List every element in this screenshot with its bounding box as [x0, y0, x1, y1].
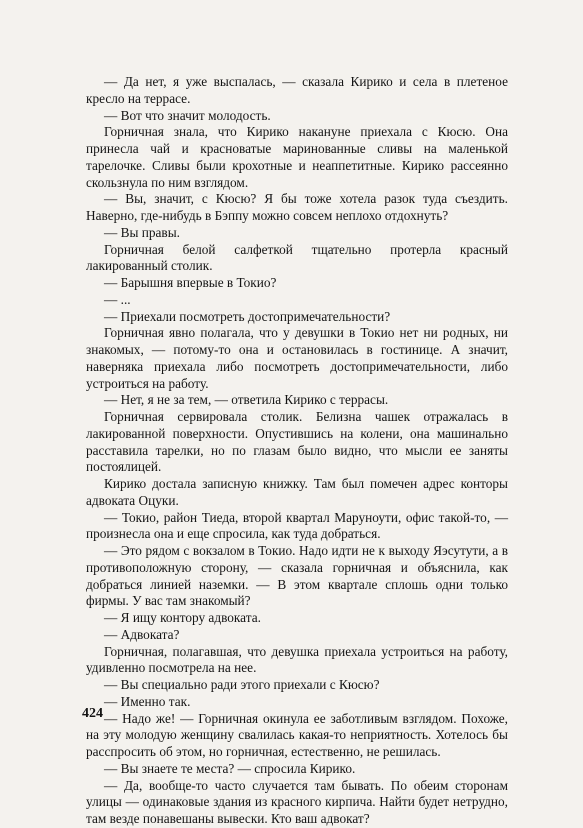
paragraph: — Вы специально ради этого приехали с Кюсю? [104, 677, 380, 692]
paragraph: — Нет, я не за тем, — ответила Кирико с террасы. [104, 392, 389, 408]
paragraph: — Да нет, я уже выспалась, — сказала Кирико и села в плетеное кресло на террасе. [86, 74, 508, 106]
paragraph: — Да, вообще-то часто случается там бывать. По обеим сторонам улицы — одинаковые здания из красного кирпича. Найти будет нетрудно, там везде понавешаны вывески. Кто ваш адвокат? [86, 777, 508, 826]
paragraph: — Вот что значит молодость. [104, 107, 271, 123]
paragraph: Горничная знала, что Кирико накануне приехала с Кюсю. Она принесла чай и красноватые маринованные сливы на маленькой тарелочке. Сливы были крохотные и неаппетитные. Кирико рассеянно скользнула по ним взглядом. [86, 124, 508, 190]
paragraph: Горничная белой салфеткой тщательно протерла красный лакированный столик. [86, 241, 508, 274]
paragraph: Горничная явно полагала, что у девушки в Токио нет ни родных, ни знакомых, — потому-то она и остановилась в гостинице. А значит, наверняка приехала либо посмотреть достопримечательности, либо устроиться на работу. [86, 325, 508, 391]
paragraph: — Надо же! — Горничная окинула ее заботливым взглядом. Похоже, на эту молодую женщину свалилась какая-то неприятность. Хотелось бы расспросить об этом, но горничная, естественно, не решилась. [86, 710, 508, 759]
page-number: 424 [82, 706, 103, 721]
paragraph: — Вы знаете те места? — спросила Кирико. [104, 760, 356, 776]
paragraph: Кирико достала записную книжку. Там был помечен адрес конторы адвоката Оцуки. [86, 476, 508, 508]
paragraph: — Приехали посмотреть достопримечательности? [104, 308, 391, 324]
paragraph: — Вы правы. [104, 224, 180, 240]
paragraph: — Барышня впервые в Токио? [104, 275, 277, 290]
paragraph: — Токио, район Тиеда, второй квартал Маруноути, офис такой-то, — произнесла она и еще спросила, как туда добраться. [86, 509, 508, 542]
paragraph: Горничная, полагавшая, что девушка приехала устроиться на работу, удивленно посмотрела на нее. [86, 643, 508, 676]
paragraph: Горничная сервировала столик. Белизна чашек отражалась в лакированной поверхности. Опустившись на колени, она машинально расставила тарелки, но по глазам было видно, что мысли ее заняты постоялицей. [86, 409, 508, 475]
paragraph: — Адвоката? [104, 626, 180, 642]
paragraph: — Я ищу контору адвоката. [104, 610, 261, 625]
paragraph: — Именно так. [104, 693, 191, 709]
body-text [86, 74, 508, 828]
paragraph: — ... [104, 291, 131, 307]
paragraph: — Это рядом с вокзалом в Токио. Надо идти не к выходу Яэсутути, а в противоположную сторону, — сказала горничная и объяснила, как добраться линией наземки. — В этом квартале сплошь одни только фирмы. У вас там знакомый? [86, 543, 508, 609]
paragraph: — Вы, значит, с Кюсю? Я бы тоже хотела разок туда съездить. Наверно, где-нибудь в Бэппу можно совсем неплохо отдохнуть? [86, 191, 508, 223]
